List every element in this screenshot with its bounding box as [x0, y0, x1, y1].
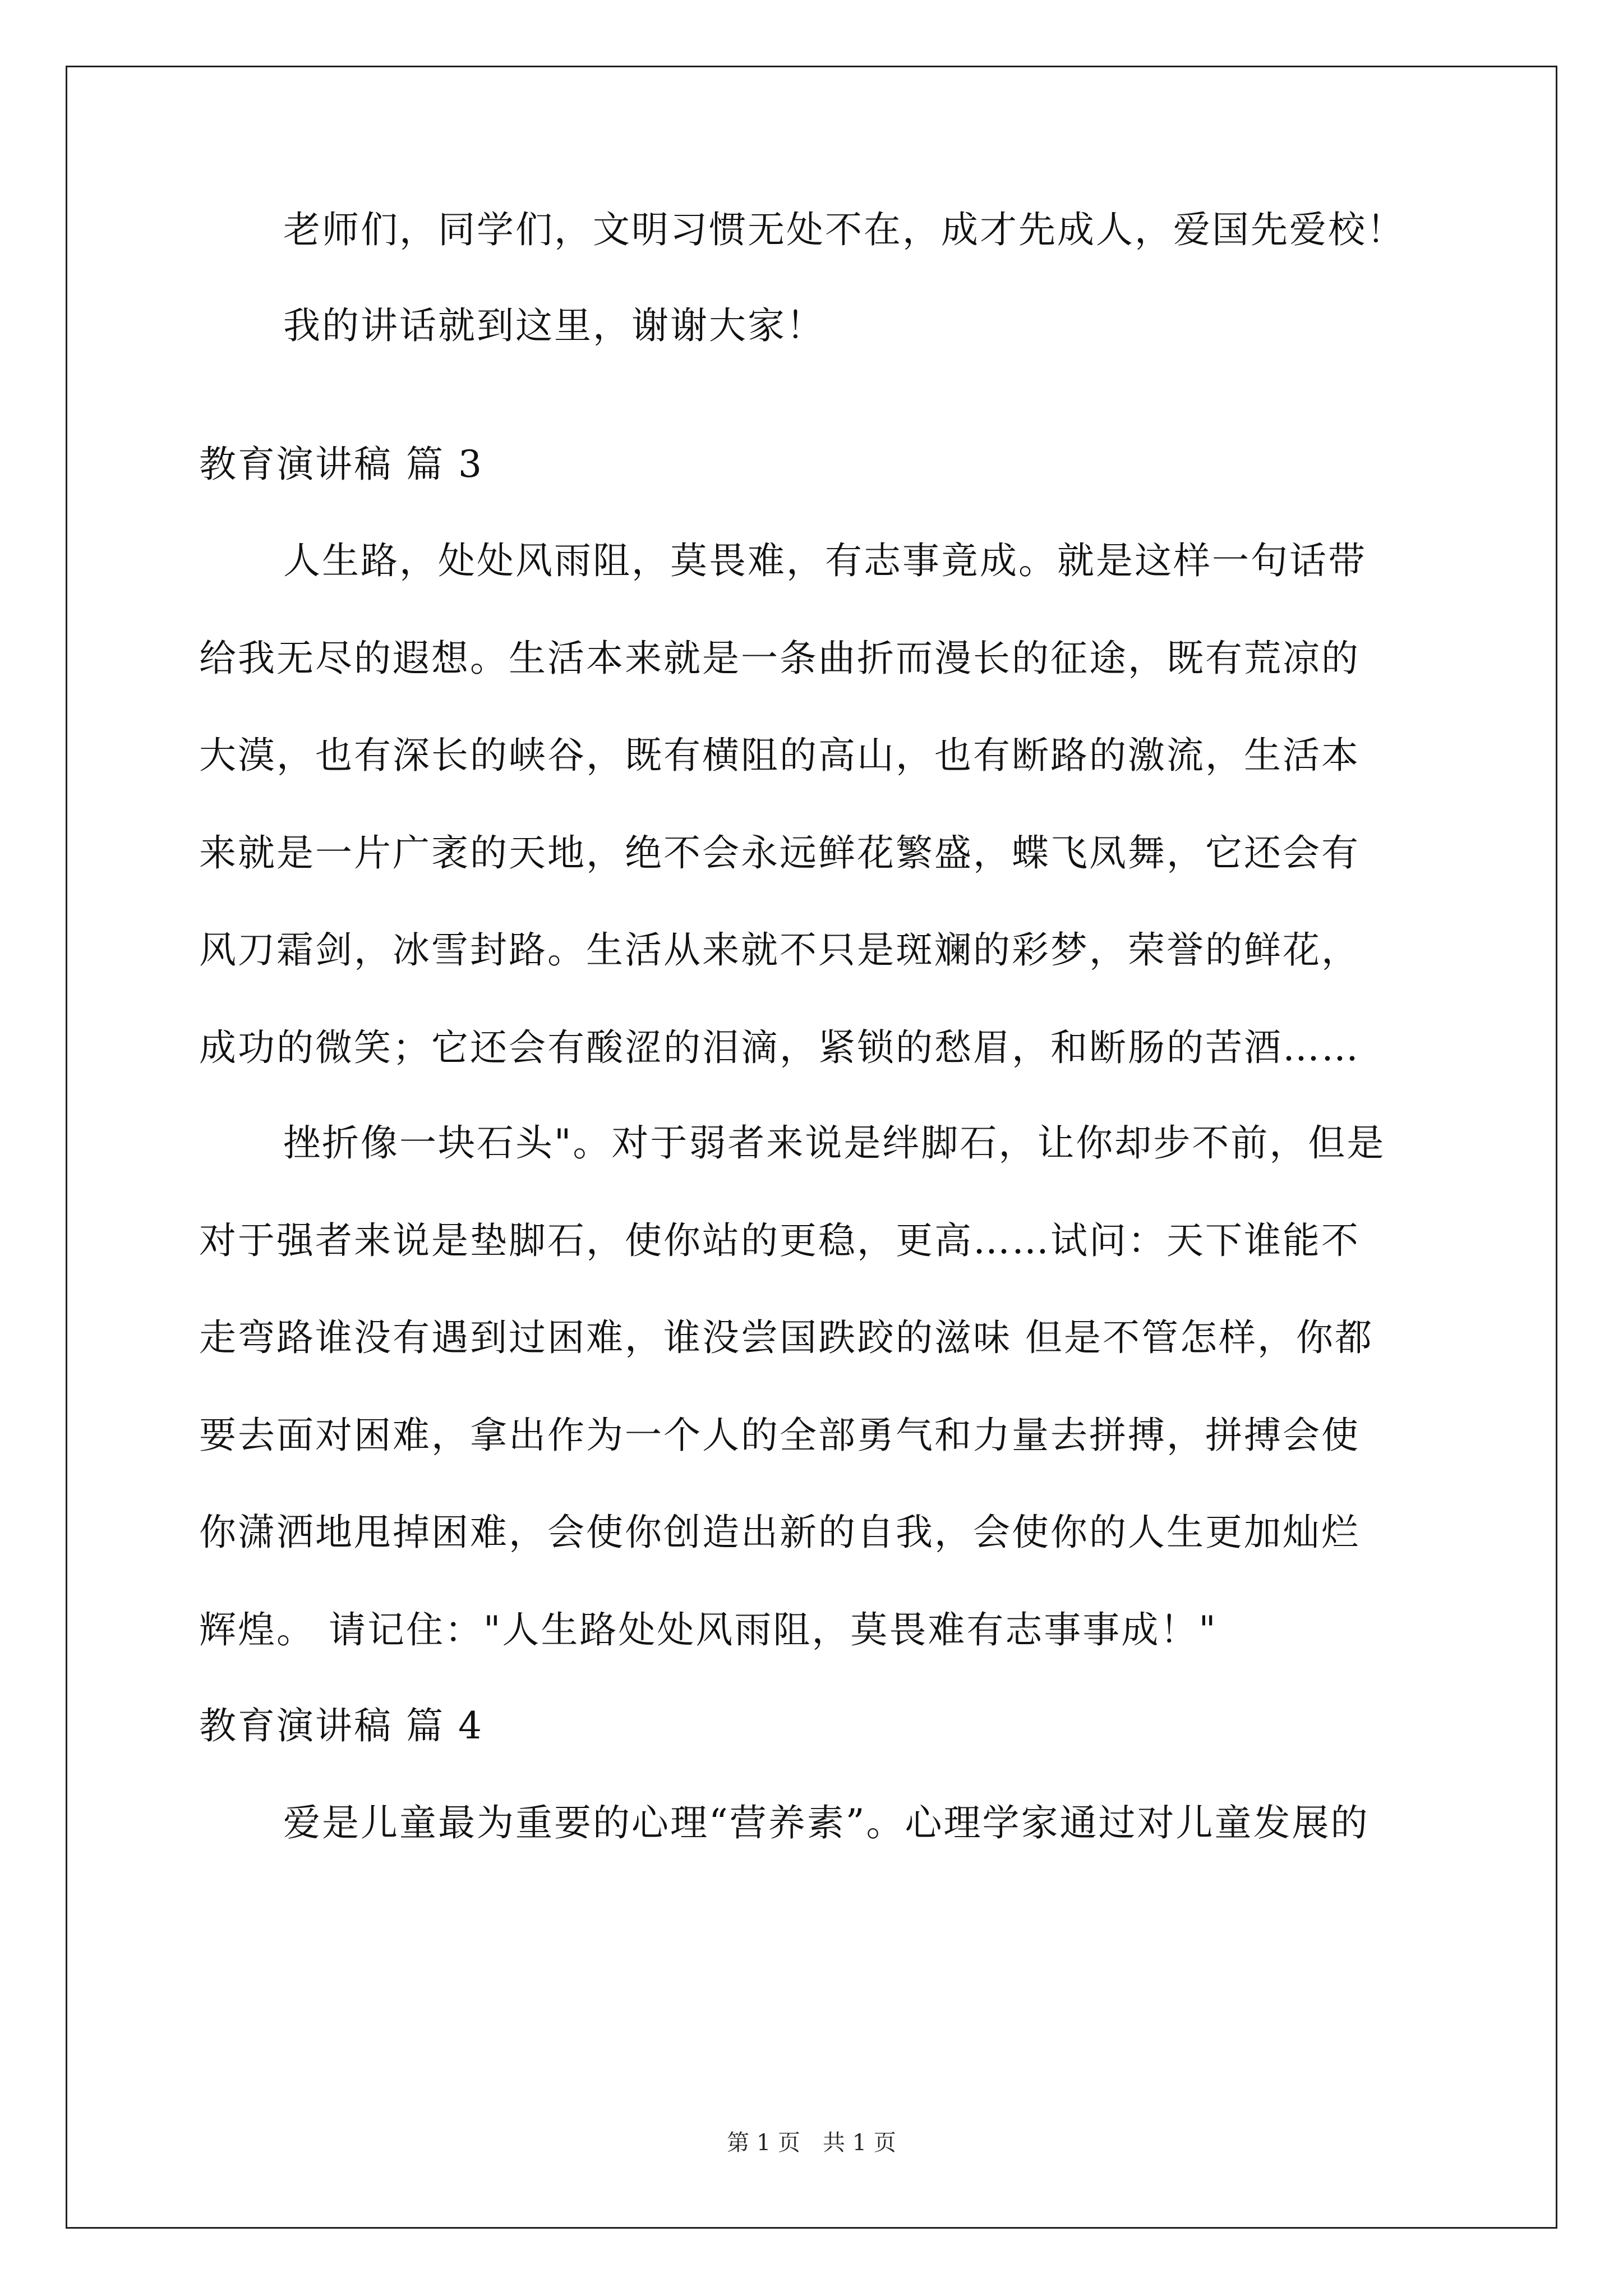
paragraph-line: 来就是一片广袤的天地，绝不会永远鲜花繁盛，蝶飞凤舞，它还会有 [199, 831, 1360, 875]
section-heading: 教育演讲稿 篇 3 [199, 443, 483, 486]
paragraph-line: 要去面对困难，拿出作为一个人的全部勇气和力量去拼搏，拼搏会使 [199, 1414, 1360, 1457]
paragraph-line: 老师们，同学们，文明习惯无处不在，成才先成人，爱国先爱校！ [283, 208, 1405, 251]
paragraph-line: 爱是儿童最为重要的心理“营养素”。心理学家通过对儿童发展的 [283, 1801, 1370, 1844]
paragraph-line: 成功的微笑；它还会有酸涩的泪滴，紧锁的愁眉，和断肠的苦酒…… [199, 1026, 1360, 1069]
page-footer: 第 1 页 共 1 页 [727, 2130, 896, 2156]
paragraph-line: 挫折像一块石头"。对于弱者来说是绊脚石，让你却步不前，但是 [283, 1121, 1386, 1165]
paragraph-line: 对于强者来说是垫脚石，使你站的更稳，更高……试问：天下谁能不 [199, 1219, 1360, 1262]
paragraph-line: 大漠，也有深长的峡谷，既有横阻的高山，也有断路的激流，生活本 [199, 734, 1360, 777]
paragraph-line: 走弯路谁没有遇到过困难，谁没尝国跌跤的滋味 但是不管怎样，你都 [199, 1316, 1373, 1359]
paragraph-line: 你潇洒地甩掉困难，会使你创造出新的自我，会使你的人生更加灿烂 [199, 1511, 1360, 1554]
section-heading: 教育演讲稿 篇 4 [199, 1704, 483, 1747]
paragraph-line: 人生路，处处风雨阻，莫畏难，有志事竟成。就是这样一句话带 [283, 539, 1367, 582]
paragraph-line: 我的讲话就到这里，谢谢大家！ [283, 304, 825, 347]
paragraph-line: 风刀霜剑，冰雪封路。生活从来就不只是斑斓的彩梦，荣誉的鲜花， [199, 928, 1360, 972]
paragraph-line: 给我无尽的遐想。生活本来就是一条曲折而漫长的征途，既有荒凉的 [199, 637, 1360, 680]
paragraph-line: 辉煌。 请记住："人生路处处风雨阻，莫畏难有志事事成！" [199, 1608, 1218, 1651]
